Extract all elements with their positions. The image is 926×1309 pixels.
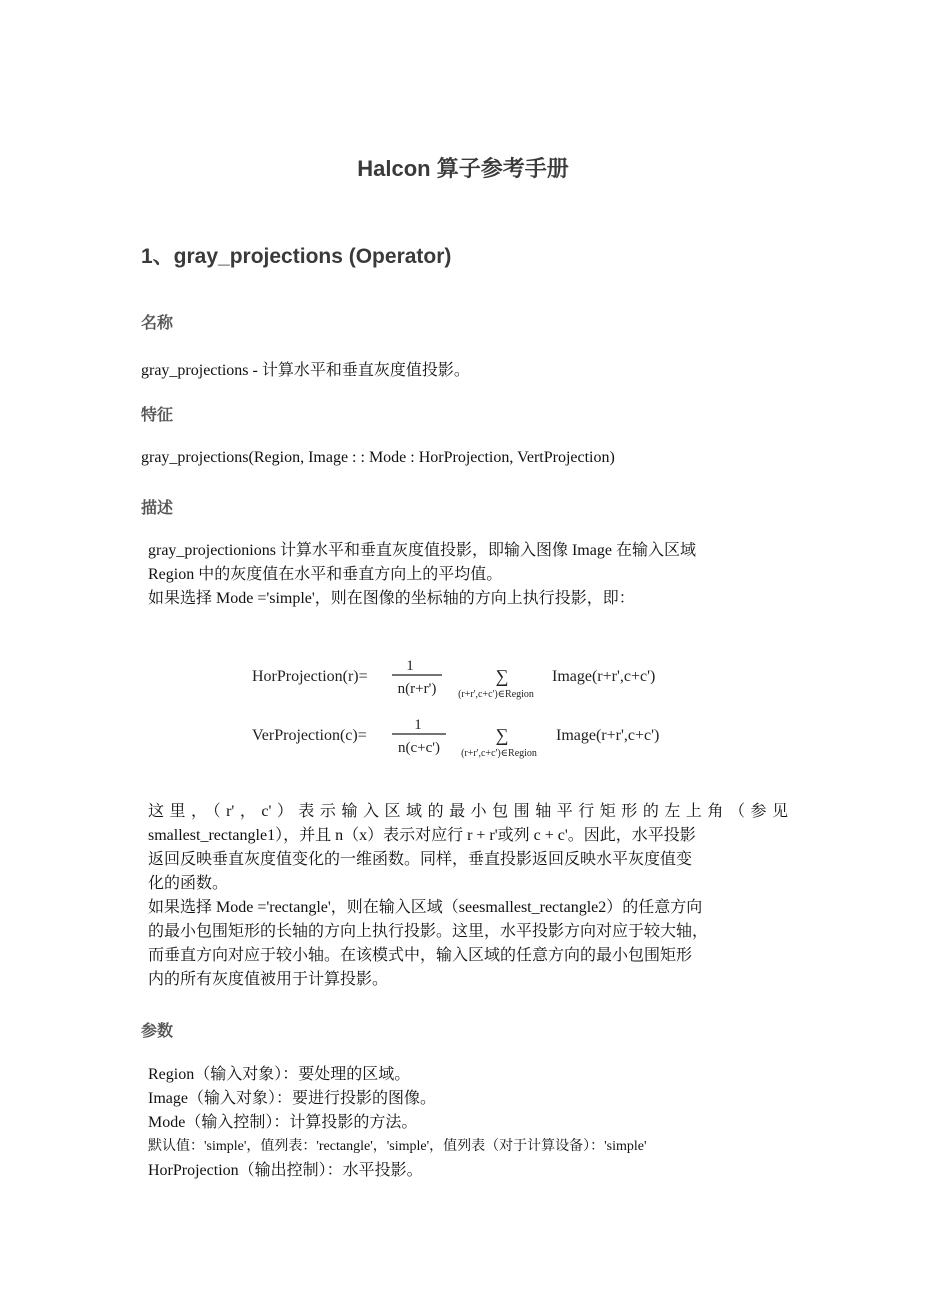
description-line: 内的所有灰度值被用于计算投影。 [148, 971, 389, 988]
formula-ver-rhs: Image(r+r',c+c') [556, 727, 660, 744]
description-line: 如果选择 Mode ='simple'，则在图像的坐标轴的方向上执行投影，即： [148, 590, 635, 607]
description-line: 返回反映垂直灰度值变化的一维函数。同样，垂直投影返回反映水平灰度值变 [148, 851, 693, 868]
param-line: 默认值：'simple'，值列表：'rectangle'，'simple'，值列表（对于计算设备）：'simple' [148, 1139, 647, 1154]
params-heading: 参数 [141, 1021, 174, 1040]
description-paragraph-1 [148, 539, 788, 611]
formula-ver-lhs: VerProjection(c)= [252, 727, 367, 744]
formula-ver-numerator: 1 [414, 717, 422, 733]
formula-ver-sum-symbol: ∑ [495, 725, 509, 745]
formula-hor-lhs: HorProjection(r)= [252, 668, 368, 685]
description-line: smallest_rectangle1），并且 n（x）表示对应行 r + r'或列 c + c'。因此，水平投影 [148, 827, 696, 844]
projection-formula [250, 650, 690, 765]
formula-hor-numerator: 1 [406, 658, 414, 674]
formula-hor-denominator: n(r+r') [397, 681, 437, 697]
description-heading: 描述 [141, 498, 174, 517]
description-line: Region 中的灰度值在水平和垂直方向上的平均值。 [148, 566, 503, 583]
param-line: Region（输入对象）：要处理的区域。 [148, 1066, 411, 1083]
description-paragraph-2 [148, 800, 788, 992]
signature-text: gray_projections(Region, Image : : Mode : HorProjection, VertProjection) [141, 449, 615, 466]
description-line: 而垂直方向对应于较小轴。在该模式中，输入区域的任意方向的最小包围矩形 [148, 947, 693, 964]
description-line: 的最小包围矩形的长轴的方向上执行投影。这里，水平投影方向对应于较大轴， [148, 923, 709, 940]
signature-heading: 特征 [141, 405, 174, 424]
description-line: gray_projectionions 计算水平和垂直灰度值投影，即输入图像 Image 在输入区域 [148, 542, 696, 559]
description-line: 这里，（r'，c'）表示输入区域的最小包围轴平行矩形的左上角（参见 [148, 803, 788, 820]
section-heading: 1、gray_projections (Operator) [141, 245, 452, 268]
description-line: 如果选择 Mode ='rectangle'，则在输入区域（seesmallest_rectangle2）的任意方向 [148, 899, 703, 916]
param-line: HorProjection（输出控制）：水平投影。 [148, 1162, 423, 1179]
name-heading: 名称 [141, 313, 174, 332]
params-list [148, 1063, 788, 1183]
description-line: 化的函数。 [148, 875, 229, 892]
document-title: Halcon 算子参考手册 [357, 156, 569, 181]
param-line: Image（输入对象）：要进行投影的图像。 [148, 1090, 436, 1107]
formula-hor-sum-subscript: (r+r',c+c')∈Region [458, 689, 534, 700]
param-line: Mode（输入控制）：计算投影的方法。 [148, 1114, 418, 1131]
formula-ver-sum-subscript: (r+r',c+c')∈Region [461, 748, 537, 759]
formula-hor-sum-symbol: ∑ [495, 666, 509, 686]
formula-hor-rhs: Image(r+r',c+c') [552, 668, 656, 685]
formula-ver-denominator: n(c+c') [398, 740, 440, 756]
name-text: gray_projections - 计算水平和垂直灰度值投影。 [141, 362, 470, 379]
